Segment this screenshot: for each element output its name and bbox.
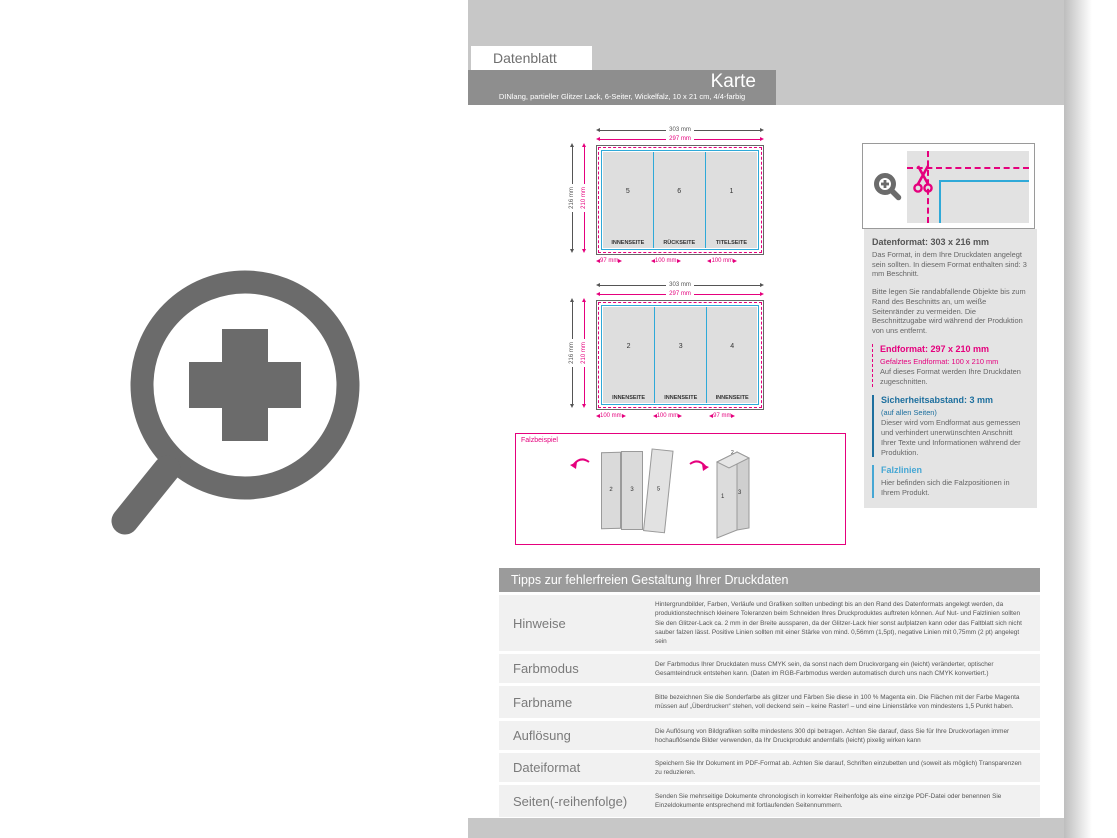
row-text: Senden Sie mehrseitige Dokumente chronologisch in korrekter Reihenfolge als eine einzige PDF-Datei oder benennen Sie Einzeldokumente entsprechend mit fortlaufenden Seitennummern. xyxy=(655,793,1002,810)
table-row xyxy=(499,686,1040,718)
row-label: Farbname xyxy=(513,694,573,710)
height-dimension-inner: 210 mm xyxy=(581,143,587,253)
page-panel: 6 RÜCKSEITE xyxy=(653,152,705,248)
row-label: Auflösung xyxy=(513,728,571,744)
row-label: Dateiformat xyxy=(513,760,581,776)
row-text: Speichern Sie Ihr Dokument im PDF-Format ab. Achten Sie darauf, Schriften einzubetten und (soweit als möglich) Transparenzen zu reduzieren. xyxy=(655,759,1022,776)
datenformat-section xyxy=(872,237,1029,336)
row-label: Seiten(-reihenfolge) xyxy=(513,793,628,809)
row-text: Bitte bezeichnen Sie die Sonderfarbe als glitzer und Färben Sie diese in 100 % Magenta ein. Die Flächen mit der Farbe Magenta müssen auf „Überdrucken“ stehen, voll deckend sein – keine Raster! – und eine Linienstärke von mindestens 1,5 Punkt haben. xyxy=(655,694,1020,711)
row-label: Farbmodus xyxy=(513,661,579,677)
row-label: Hinweise xyxy=(513,615,566,631)
datenformat-title: Datenformat: 303 x 216 mm xyxy=(872,237,990,247)
page-footer-band xyxy=(468,818,1064,838)
datenformat-body: Das Format, in dem Ihre Druckdaten angelegt sein sollten. In diesem Format enthalten sind: 3 mm Beschnitt. xyxy=(872,249,1027,279)
datenblatt-tab-label: Datenblatt xyxy=(493,50,557,66)
fold-panel: 2 xyxy=(601,452,621,530)
datenblatt-tab xyxy=(471,46,592,70)
safety-title: Sicherheitsabstand: 3 mm xyxy=(881,394,994,405)
table-row xyxy=(499,753,1040,782)
width-dimension-outer: 303 mm xyxy=(596,281,764,289)
fold-panel: 5 xyxy=(643,448,674,533)
table-row xyxy=(499,785,1040,817)
table-row xyxy=(499,721,1040,750)
format-diagram-outside xyxy=(564,126,764,265)
page-panel: 4 INNENSEITE xyxy=(706,307,757,403)
scissors-icon xyxy=(912,164,934,199)
endformat-section xyxy=(872,344,1029,387)
fold-direction-arrow-icon xyxy=(569,458,591,477)
width-dimension-inner: 297 mm xyxy=(596,135,764,143)
fold-example-box xyxy=(515,433,846,545)
page-panel: 2 INNENSEITE xyxy=(603,307,654,403)
page-panel: 3 INNENSEITE xyxy=(654,307,706,403)
row-text: Die Auflösung von Bildgrafiken sollte mindestens 300 dpi betragen. Achten Sie darauf, dass Sie für Ihre Druckvorlagen immer hochauflösende Bilder verwenden, da Ihr Druckprodukt andernfalls (leicht) pixelig wirken kann xyxy=(655,727,1010,744)
fold-lines-section xyxy=(872,465,1029,497)
panel-width-dimensions: 97 mm 100 mm 100 mm xyxy=(596,257,764,265)
datasheet-page xyxy=(468,0,1064,838)
panel-width-dimensions: 100 mm 100 mm 97 mm xyxy=(596,412,764,420)
data-format-frame xyxy=(596,145,764,255)
safety-body: Dieser wird vom Endformat aus gemessen und verhindert unerwünschten Anschnitt Ihrer Texte und Informationen während der Produktion. xyxy=(881,418,1021,457)
fold-direction-arrow-icon xyxy=(688,460,710,479)
row-text: Hintergrundbilder, Farben, Verläufe und Grafiken sollten unbedingt bis an den Rand des Datenformats angelegt werden, da produktionstechnisch kleinere Toleranzen beim Schneiden Ihres Druckproduktes auftreten können. Auf Nut- und Falzlinien sollten Sie den Glitzer-Lack ca. 2 mm in der Breite aussparen, da der Glitzer-Lack hier sonst aufplatzen kann oder das Faltblatt sich nicht sauber falzen lässt. Positive Linien sollten mit einer Stärke von mind. 0,56mm (1,5pt), negative Linien mit 0,75mm (2 pt) angelegt sein xyxy=(655,601,1022,646)
height-dimension-outer: 216 mm xyxy=(569,143,575,253)
safety-subtitle: (auf allen Seiten) xyxy=(881,407,937,417)
table-row xyxy=(499,595,1040,651)
safety-margin-section xyxy=(872,395,1029,457)
bleed-note: Bitte legen Sie randabfallende Objekte bis zum Rand des Beschnitts an, um weiße Seitenränder zu vermeiden. Die Beschnittzugabe wird während der Produktion von uns entfernt. xyxy=(872,287,1026,336)
fold-example-label: Falzbeispiel xyxy=(521,437,558,444)
endformat-title: Endformat: 297 x 210 mm xyxy=(880,343,990,354)
magnifier-plus-icon xyxy=(871,171,903,208)
fold-example-open xyxy=(601,450,671,534)
tips-table xyxy=(499,568,1040,817)
corner-detail-box xyxy=(862,143,1035,229)
end-format-line xyxy=(939,180,1029,223)
product-title-bar xyxy=(468,70,776,105)
width-dimension-outer: 303 mm xyxy=(596,126,764,134)
page-drop-shadow xyxy=(1064,0,1092,838)
page-panel: 1 TITELSEITE xyxy=(705,152,757,248)
format-diagram-inside xyxy=(564,281,764,420)
zoom-plus-icon xyxy=(95,263,365,553)
row-text: Der Farbmodus Ihrer Druckdaten muss CMYK sein, da sonst nach dem Druckvorgang ein (leicht) veränderter, optischer Gesamteindruck entstehen kann. (Daten im RGB-Farbmodus werden automatisch durch uns nach CMYK konvertiert.) xyxy=(655,660,994,677)
endformat-body: Auf dieses Format werden Ihre Druckdaten zugeschnitten. xyxy=(880,367,1021,387)
page-panel: 5 INNENSEITE xyxy=(603,152,653,248)
fold-lines-title: Falzlinien xyxy=(881,465,923,476)
product-title: Karte xyxy=(710,71,756,92)
fold-example-folded: 1 3 2 xyxy=(709,446,757,540)
format-info-panel xyxy=(864,229,1037,508)
height-dimension-inner: 210 mm xyxy=(581,298,587,408)
tips-header: Tipps zur fehlerfreien Gestaltung Ihrer Druckdaten xyxy=(499,568,1040,592)
fold-lines-body: Hier befinden sich die Falzpositionen in Ihrem Produkt. xyxy=(881,478,1010,497)
bleed-corner-illustration xyxy=(907,151,1029,223)
width-dimension-inner: 297 mm xyxy=(596,290,764,298)
data-format-frame xyxy=(596,300,764,410)
product-subtitle: DINlang, partieller Glitzer Lack, 6-Seiter, Wickelfalz, 10 x 21 cm, 4/4-farbig xyxy=(498,92,746,101)
fold-panel: 3 xyxy=(621,451,643,530)
height-dimension-outer: 216 mm xyxy=(569,298,575,408)
table-row xyxy=(499,654,1040,683)
endformat-subtitle: Gefalztes Endformat: 100 x 210 mm xyxy=(880,356,999,366)
